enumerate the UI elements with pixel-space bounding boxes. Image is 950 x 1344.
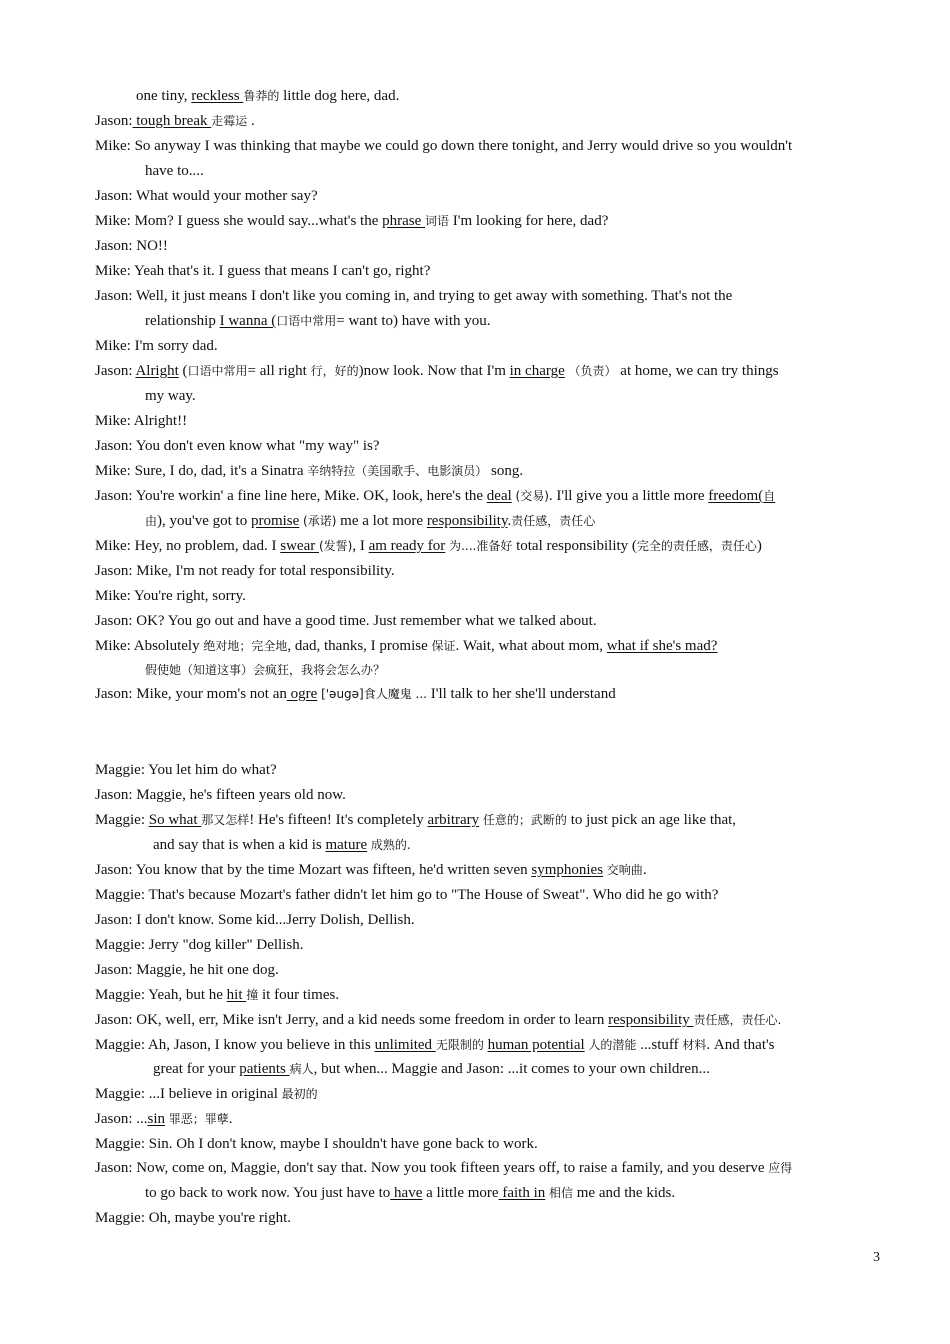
dialogue-text: Maggie: Ah, Jason, I know you believe in this: [95, 1037, 375, 1053]
dialogue-text: .: [507, 513, 512, 529]
chinese-gloss: ['əugə]食人魔鬼 ...: [317, 687, 427, 701]
dialogue-text: .: [228, 1111, 233, 1127]
transcript-line: [95, 211, 895, 231]
dialogue-text: Jason: What would your mother say?: [95, 188, 318, 204]
transcript-line: [95, 461, 895, 481]
dialogue-text: ): [756, 538, 762, 554]
dialogue-text: me and the kids.: [573, 1185, 676, 1201]
dialogue-text: = want to) have with you.: [336, 313, 491, 329]
dialogue-text: me a lot more: [336, 513, 427, 529]
transcript-line: [95, 1134, 895, 1154]
chinese-gloss: (承诺): [303, 514, 337, 528]
chinese-gloss: 病人: [289, 1062, 314, 1076]
chinese-gloss: (发誓): [318, 539, 353, 553]
transcript-line: [95, 860, 895, 880]
transcript-line: [95, 411, 895, 431]
chinese-gloss: 完全的责任感，责任心: [636, 539, 757, 553]
vocab-term: 自: [763, 489, 776, 503]
chinese-gloss: 词语: [425, 214, 450, 228]
vocab-term: have: [390, 1185, 423, 1201]
vocab-term: sin: [147, 1111, 166, 1127]
transcript-line: [95, 111, 895, 131]
dialogue-text: Jason: OK, well, err, Mike isn't Jerry, and a kid needs some freedom in order to learn: [95, 1012, 609, 1028]
vocab-term: responsibility: [426, 513, 508, 529]
dialogue-text: Maggie: ...I believe in original: [95, 1086, 282, 1102]
dialogue-text: Jason: ...: [95, 1111, 148, 1127]
dialogue-text: Jason: Mike, your mom's not an: [95, 686, 287, 702]
transcript-line: [95, 1010, 895, 1030]
transcript-line: [95, 136, 895, 156]
dialogue-text: Jason: I don't know. Some kid...Jerry Dolish, Dellish.: [95, 912, 415, 928]
transcript-line: [95, 810, 895, 830]
dialogue-text: Jason: Maggie, he's fifteen years old now.: [95, 787, 346, 803]
chinese-gloss: 保证: [431, 639, 456, 653]
transcript-line: [95, 1109, 895, 1129]
transcript-line: [145, 511, 945, 531]
page-number: 3: [873, 1250, 880, 1265]
transcript-line: [95, 611, 895, 631]
transcript-line: [95, 985, 895, 1005]
dialogue-text: . And that's: [706, 1037, 775, 1053]
transcript-line: [95, 286, 895, 306]
transcript-line: [95, 336, 895, 356]
dialogue-text: Maggie: Jerry "dog killer" Dellish.: [95, 937, 304, 953]
vocab-term: faith in: [498, 1185, 546, 1201]
transcript-line: [95, 960, 895, 980]
chinese-gloss: 人的潜能: [588, 1038, 637, 1052]
dialogue-text: )now look. Now that I'm: [358, 363, 510, 379]
dialogue-text: Jason: Maggie, he hit one dog.: [95, 962, 279, 978]
vocab-term: I wanna (: [219, 313, 277, 329]
dialogue-text: .: [247, 113, 255, 129]
chinese-gloss: 口语中常用: [187, 364, 248, 378]
vocab-term: mature: [325, 837, 368, 853]
chinese-gloss: 行，好的: [310, 364, 359, 378]
chinese-gloss: 走霉运: [211, 114, 248, 128]
transcript-line: [153, 1059, 950, 1079]
chinese-gloss: 成熟的.: [370, 838, 411, 852]
chinese-gloss: 绝对地；完全地: [203, 639, 288, 653]
chinese-gloss: 交响曲: [606, 863, 643, 877]
transcript-line: [95, 1035, 895, 1055]
dialogue-text: . I'll give you a little more: [548, 488, 709, 504]
chinese-gloss: (交易): [515, 489, 549, 503]
transcript-line: [95, 760, 895, 780]
chinese-gloss: 材料: [682, 1038, 707, 1052]
chinese-gloss: 口语中常用: [276, 314, 337, 328]
transcript-line: [95, 1208, 895, 1228]
chinese-gloss: 假使她（知道这事）会疯狂，我将会怎么办？: [145, 663, 386, 677]
vocab-term: hit: [226, 987, 247, 1003]
vocab-term: human potential: [487, 1037, 585, 1053]
transcript-line: [145, 1183, 945, 1203]
vocab-term: am ready for: [368, 538, 446, 554]
dialogue-text: Maggie: Sin. Oh I don't know, maybe I shouldn't have gone back to work.: [95, 1136, 538, 1152]
chinese-gloss: 罪恶；罪孽: [168, 1112, 229, 1126]
vocab-term: tough break: [132, 113, 212, 129]
dialogue-text: Jason: Well, it just means I don't like you coming in, and trying to get away with something. That's not the: [95, 288, 733, 304]
transcript-line: [145, 660, 945, 680]
vocab-term: swear: [280, 538, 319, 554]
transcript-line: [95, 561, 895, 581]
vocab-term: freedom(: [708, 488, 764, 504]
dialogue-text: little dog here, dad.: [279, 88, 400, 104]
vocab-term: ogre: [286, 686, 318, 702]
dialogue-text: and say that is when a kid is: [153, 837, 326, 853]
dialogue-text: ! He's fifteen! It's completely: [249, 812, 428, 828]
chinese-gloss: 撞: [246, 988, 259, 1002]
transcript-line: [95, 486, 895, 506]
dialogue-text: . Wait, what about mom,: [455, 638, 607, 654]
vocab-term: So what: [148, 812, 202, 828]
transcript-line: [95, 935, 895, 955]
dialogue-text: Maggie:: [95, 812, 149, 828]
dialogue-text: total responsibility (: [512, 538, 637, 554]
dialogue-text: ), you've got to: [157, 513, 251, 529]
dialogue-text: Jason: Now, come on, Maggie, don't say that. Now you took fifteen years off, to raise a family, and you deserve: [95, 1160, 769, 1176]
dialogue-text: Jason: Mike, I'm not ready for total responsibility.: [95, 563, 395, 579]
chinese-gloss: （负责）: [568, 364, 617, 378]
dialogue-text: my way.: [145, 388, 196, 404]
dialogue-text: Jason: You're workin' a fine line here, Mike. OK, look, here's the: [95, 488, 487, 504]
dialogue-text: Mike: Yeah that's it. I guess that means I can't go, right?: [95, 263, 431, 279]
dialogue-text: .: [642, 862, 647, 878]
chinese-gloss: 鲁莽的: [243, 89, 280, 103]
dialogue-text: Maggie: Oh, maybe you're right.: [95, 1210, 291, 1226]
dialogue-text: Jason: You don't even know what "my way" is?: [95, 438, 380, 454]
dialogue-text: Maggie: Yeah, but he: [95, 987, 227, 1003]
transcript-line: [95, 1158, 895, 1178]
chinese-gloss: 最初的: [281, 1087, 318, 1101]
vocab-term: promise: [250, 513, 300, 529]
dialogue-text: Mike: You're right, sorry.: [95, 588, 246, 604]
dialogue-text: ...stuff: [636, 1037, 683, 1053]
vocab-term: deal: [486, 488, 512, 504]
dialogue-text: relationship: [145, 313, 220, 329]
dialogue-text: = all right: [247, 363, 311, 379]
dialogue-text: song.: [487, 463, 524, 479]
dialogue-text: Mike: Alright!!: [95, 413, 188, 429]
vocab-term: what if she's mad?: [606, 638, 718, 654]
vocab-term: Alright: [135, 363, 179, 379]
dialogue-text: it four times.: [258, 987, 340, 1003]
dialogue-text: a little more: [422, 1185, 499, 1201]
chinese-gloss: 那又怎样: [201, 813, 250, 827]
dialogue-text: Mike: I'm sorry dad.: [95, 338, 218, 354]
dialogue-text: at home, we can try things: [616, 363, 779, 379]
dialogue-text: , but when... Maggie and Jason: ...it comes to your own children...: [313, 1061, 710, 1077]
dialogue-text: Mike: Hey, no problem, dad. I: [95, 538, 281, 554]
dialogue-text: Maggie: That's because Mozart's father didn't let him go to "The House of Sweat". Who did he go with?: [95, 887, 719, 903]
transcript-line: [145, 161, 945, 181]
chinese-gloss: 无限制的: [435, 1038, 484, 1052]
vocab-term: symphonies: [531, 862, 604, 878]
transcript-line: [95, 1084, 895, 1104]
dialogue-text: great for your: [153, 1061, 240, 1077]
dialogue-text: Jason:: [95, 113, 133, 129]
transcript-line: [95, 885, 895, 905]
transcript-line: [95, 910, 895, 930]
transcript-line: [95, 436, 895, 456]
dialogue-text: Jason: You know that by the time Mozart was fifteen, he'd written seven: [95, 862, 532, 878]
chinese-gloss: 相信: [549, 1186, 574, 1200]
transcript-line: [95, 236, 895, 256]
vocab-term: responsibility: [608, 1012, 694, 1028]
dialogue-text: I'll talk to her she'll understand: [427, 686, 616, 702]
dialogue-text: Jason: OK? You go out and have a good time. Just remember what we talked about.: [95, 613, 597, 629]
dialogue-text: Mike: Mom? I guess she would say...what's the: [95, 213, 383, 229]
vocab-term: arbitrary: [427, 812, 480, 828]
dialogue-text: have to....: [145, 163, 204, 179]
transcript-line: [145, 386, 945, 406]
vocab-term: patients: [239, 1061, 290, 1077]
dialogue-text: Mike: Absolutely: [95, 638, 204, 654]
transcript-line: [95, 785, 895, 805]
dialogue-text: I'm looking for here, dad?: [449, 213, 609, 229]
dialogue-text: one tiny,: [136, 88, 192, 104]
chinese-gloss: 为....准备好: [445, 539, 513, 553]
transcript-line: [95, 261, 895, 281]
dialogue-text: (: [178, 363, 188, 379]
transcript-line: [95, 636, 895, 656]
chinese-gloss: 应得: [768, 1161, 793, 1175]
dialogue-text: , I: [352, 538, 369, 554]
transcript-line: [95, 186, 895, 206]
transcript-line: [145, 311, 945, 331]
dialogue-text: to just pick an age like that,: [566, 812, 737, 828]
vocab-term: phrase: [382, 213, 426, 229]
chinese-gloss: 由: [145, 514, 158, 528]
transcript-line: [95, 586, 895, 606]
chinese-gloss: 任意的；武断的: [482, 813, 567, 827]
dialogue-text: Maggie: You let him do what?: [95, 762, 277, 778]
dialogue-text: , dad, thanks, I promise: [287, 638, 432, 654]
transcript-line: [153, 835, 950, 855]
dialogue-text: Jason: NO!!: [95, 238, 168, 254]
dialogue-text: to go back to work now. You just have to: [145, 1185, 391, 1201]
transcript-line: [95, 361, 895, 381]
transcript-line: [136, 86, 936, 106]
dialogue-text: Jason:: [95, 363, 136, 379]
transcript-line: [95, 536, 895, 556]
chinese-gloss: 责任感，责任心: [511, 514, 596, 528]
vocab-term: unlimited: [374, 1037, 436, 1053]
vocab-term: reckless: [191, 88, 244, 104]
dialogue-text: Mike: So anyway I was thinking that maybe we could go down there tonight, and Jerry would drive so you wouldn't: [95, 138, 793, 154]
chinese-gloss: 责任感，责任心.: [693, 1013, 782, 1027]
chinese-gloss: 辛纳特拉（美国歌手、电影演员）: [307, 464, 488, 478]
transcript-line: [95, 684, 895, 704]
dialogue-text: Mike: Sure, I do, dad, it's a Sinatra: [95, 463, 308, 479]
vocab-term: in charge: [509, 363, 565, 379]
